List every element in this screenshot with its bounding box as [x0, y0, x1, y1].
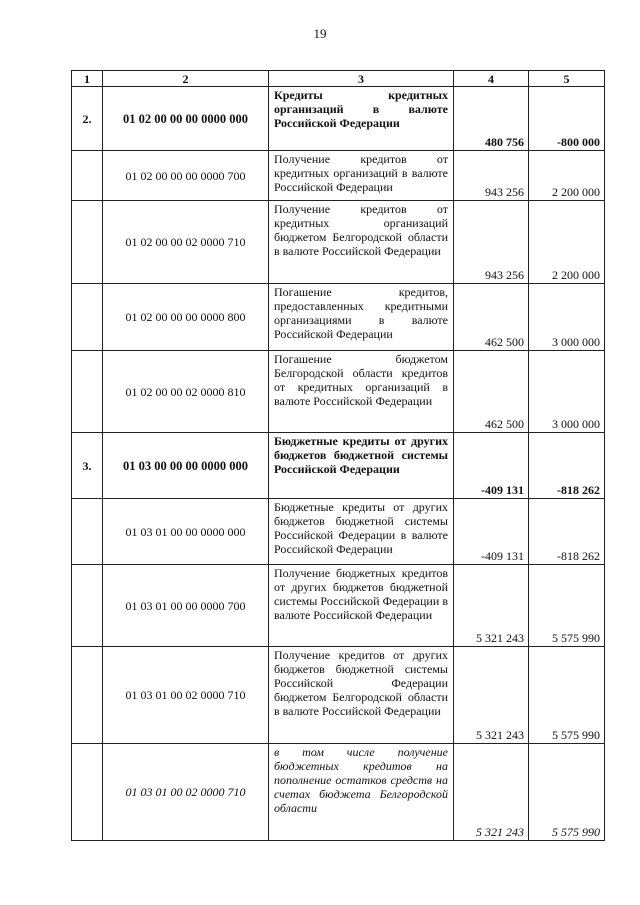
line-name: Получение кредитов от кредитных организаций в валюте Российской Федерации: [269, 151, 454, 201]
amount-column-5: 3 000 000: [529, 351, 605, 433]
row-number: [72, 744, 103, 841]
amount-column-5: 5 575 990: [529, 647, 605, 744]
amount-column-4: 5 321 243: [454, 647, 529, 744]
budget-code: 01 02 00 00 02 0000 810: [103, 351, 269, 433]
line-name: в том числе получение бюджетных кредитов на пополнение остатков средств на счетах бюджета Белгородской области: [269, 744, 454, 841]
line-name: Бюджетные кредиты от других бюджетов бюджетной системы Российской Федерации в валюте Российской Федерации: [269, 499, 454, 565]
line-name: Получение кредитов от других бюджетов бюджетной системы Российской Федерации бюджетом Белгородской области в валюте Российской Федерации: [269, 647, 454, 744]
budget-code: 01 02 00 00 00 0000 000: [103, 87, 269, 151]
table-row: [72, 351, 605, 433]
row-number: [72, 151, 103, 201]
column-header-5: 5: [529, 71, 605, 87]
table-header: [72, 71, 605, 87]
line-name: Погашение кредитов, предоставленных кредитными организациями в валюте Российской Федерации: [269, 284, 454, 351]
amount-column-4: 5 321 243: [454, 744, 529, 841]
budget-sources-table: [71, 70, 605, 841]
amount-column-4: 462 500: [454, 284, 529, 351]
budget-code: 01 02 00 00 00 0000 800: [103, 284, 269, 351]
row-number: [72, 499, 103, 565]
line-name: Получение бюджетных кредитов от других бюджетов бюджетной системы Российской Федерации в валюте Российской Федерации: [269, 565, 454, 647]
amount-column-4: 943 256: [454, 201, 529, 284]
row-number: 3.: [72, 433, 103, 499]
line-name: Кредиты кредитных организаций в валюте Российской Федерации: [269, 87, 454, 151]
table-row: [72, 565, 605, 647]
table-row: [72, 647, 605, 744]
header-row: [72, 71, 605, 87]
budget-code: 01 02 00 00 02 0000 710: [103, 201, 269, 284]
budget-code: 01 03 01 00 02 0000 710: [103, 647, 269, 744]
column-header-2: 2: [103, 71, 269, 87]
row-number: 2.: [72, 87, 103, 151]
column-header-4: 4: [454, 71, 529, 87]
line-name: Бюджетные кредиты от других бюджетов бюджетной системы Российской Федерации: [269, 433, 454, 499]
budget-code: 01 03 01 00 00 0000 700: [103, 565, 269, 647]
row-number: [72, 565, 103, 647]
row-number: [72, 647, 103, 744]
budget-code: 01 02 00 00 00 0000 700: [103, 151, 269, 201]
amount-column-5: 3 000 000: [529, 284, 605, 351]
amount-column-5: 5 575 990: [529, 744, 605, 841]
amount-column-4: 480 756: [454, 87, 529, 151]
row-number: [72, 201, 103, 284]
table-row: [72, 433, 605, 499]
table-row: [72, 151, 605, 201]
row-number: [72, 284, 103, 351]
table-row: [72, 87, 605, 151]
amount-column-5: 2 200 000: [529, 151, 605, 201]
budget-code: 01 03 00 00 00 0000 000: [103, 433, 269, 499]
amount-column-5: -818 262: [529, 499, 605, 565]
amount-column-5: -800 000: [529, 87, 605, 151]
amount-column-4: 943 256: [454, 151, 529, 201]
budget-code: 01 03 01 00 02 0000 710: [103, 744, 269, 841]
line-name: Погашение бюджетом Белгородской области кредитов от кредитных организаций в валюте Российской Федерации: [269, 351, 454, 433]
amount-column-4: -409 131: [454, 499, 529, 565]
line-name: Получение кредитов от кредитных организаций бюджетом Белгородской области в валюте Российской Федерации: [269, 201, 454, 284]
table-row: [72, 201, 605, 284]
amount-column-5: 5 575 990: [529, 565, 605, 647]
table-body: [72, 87, 605, 841]
amount-column-4: -409 131: [454, 433, 529, 499]
table-row: [72, 284, 605, 351]
amount-column-4: 5 321 243: [454, 565, 529, 647]
column-header-3: 3: [269, 71, 454, 87]
column-header-1: 1: [72, 71, 103, 87]
amount-column-5: -818 262: [529, 433, 605, 499]
row-number: [72, 351, 103, 433]
amount-column-4: 462 500: [454, 351, 529, 433]
table-row: [72, 744, 605, 841]
budget-code: 01 03 01 00 00 0000 000: [103, 499, 269, 565]
amount-column-5: 2 200 000: [529, 201, 605, 284]
page-number: 19: [313, 26, 327, 41]
table-row: [72, 499, 605, 565]
